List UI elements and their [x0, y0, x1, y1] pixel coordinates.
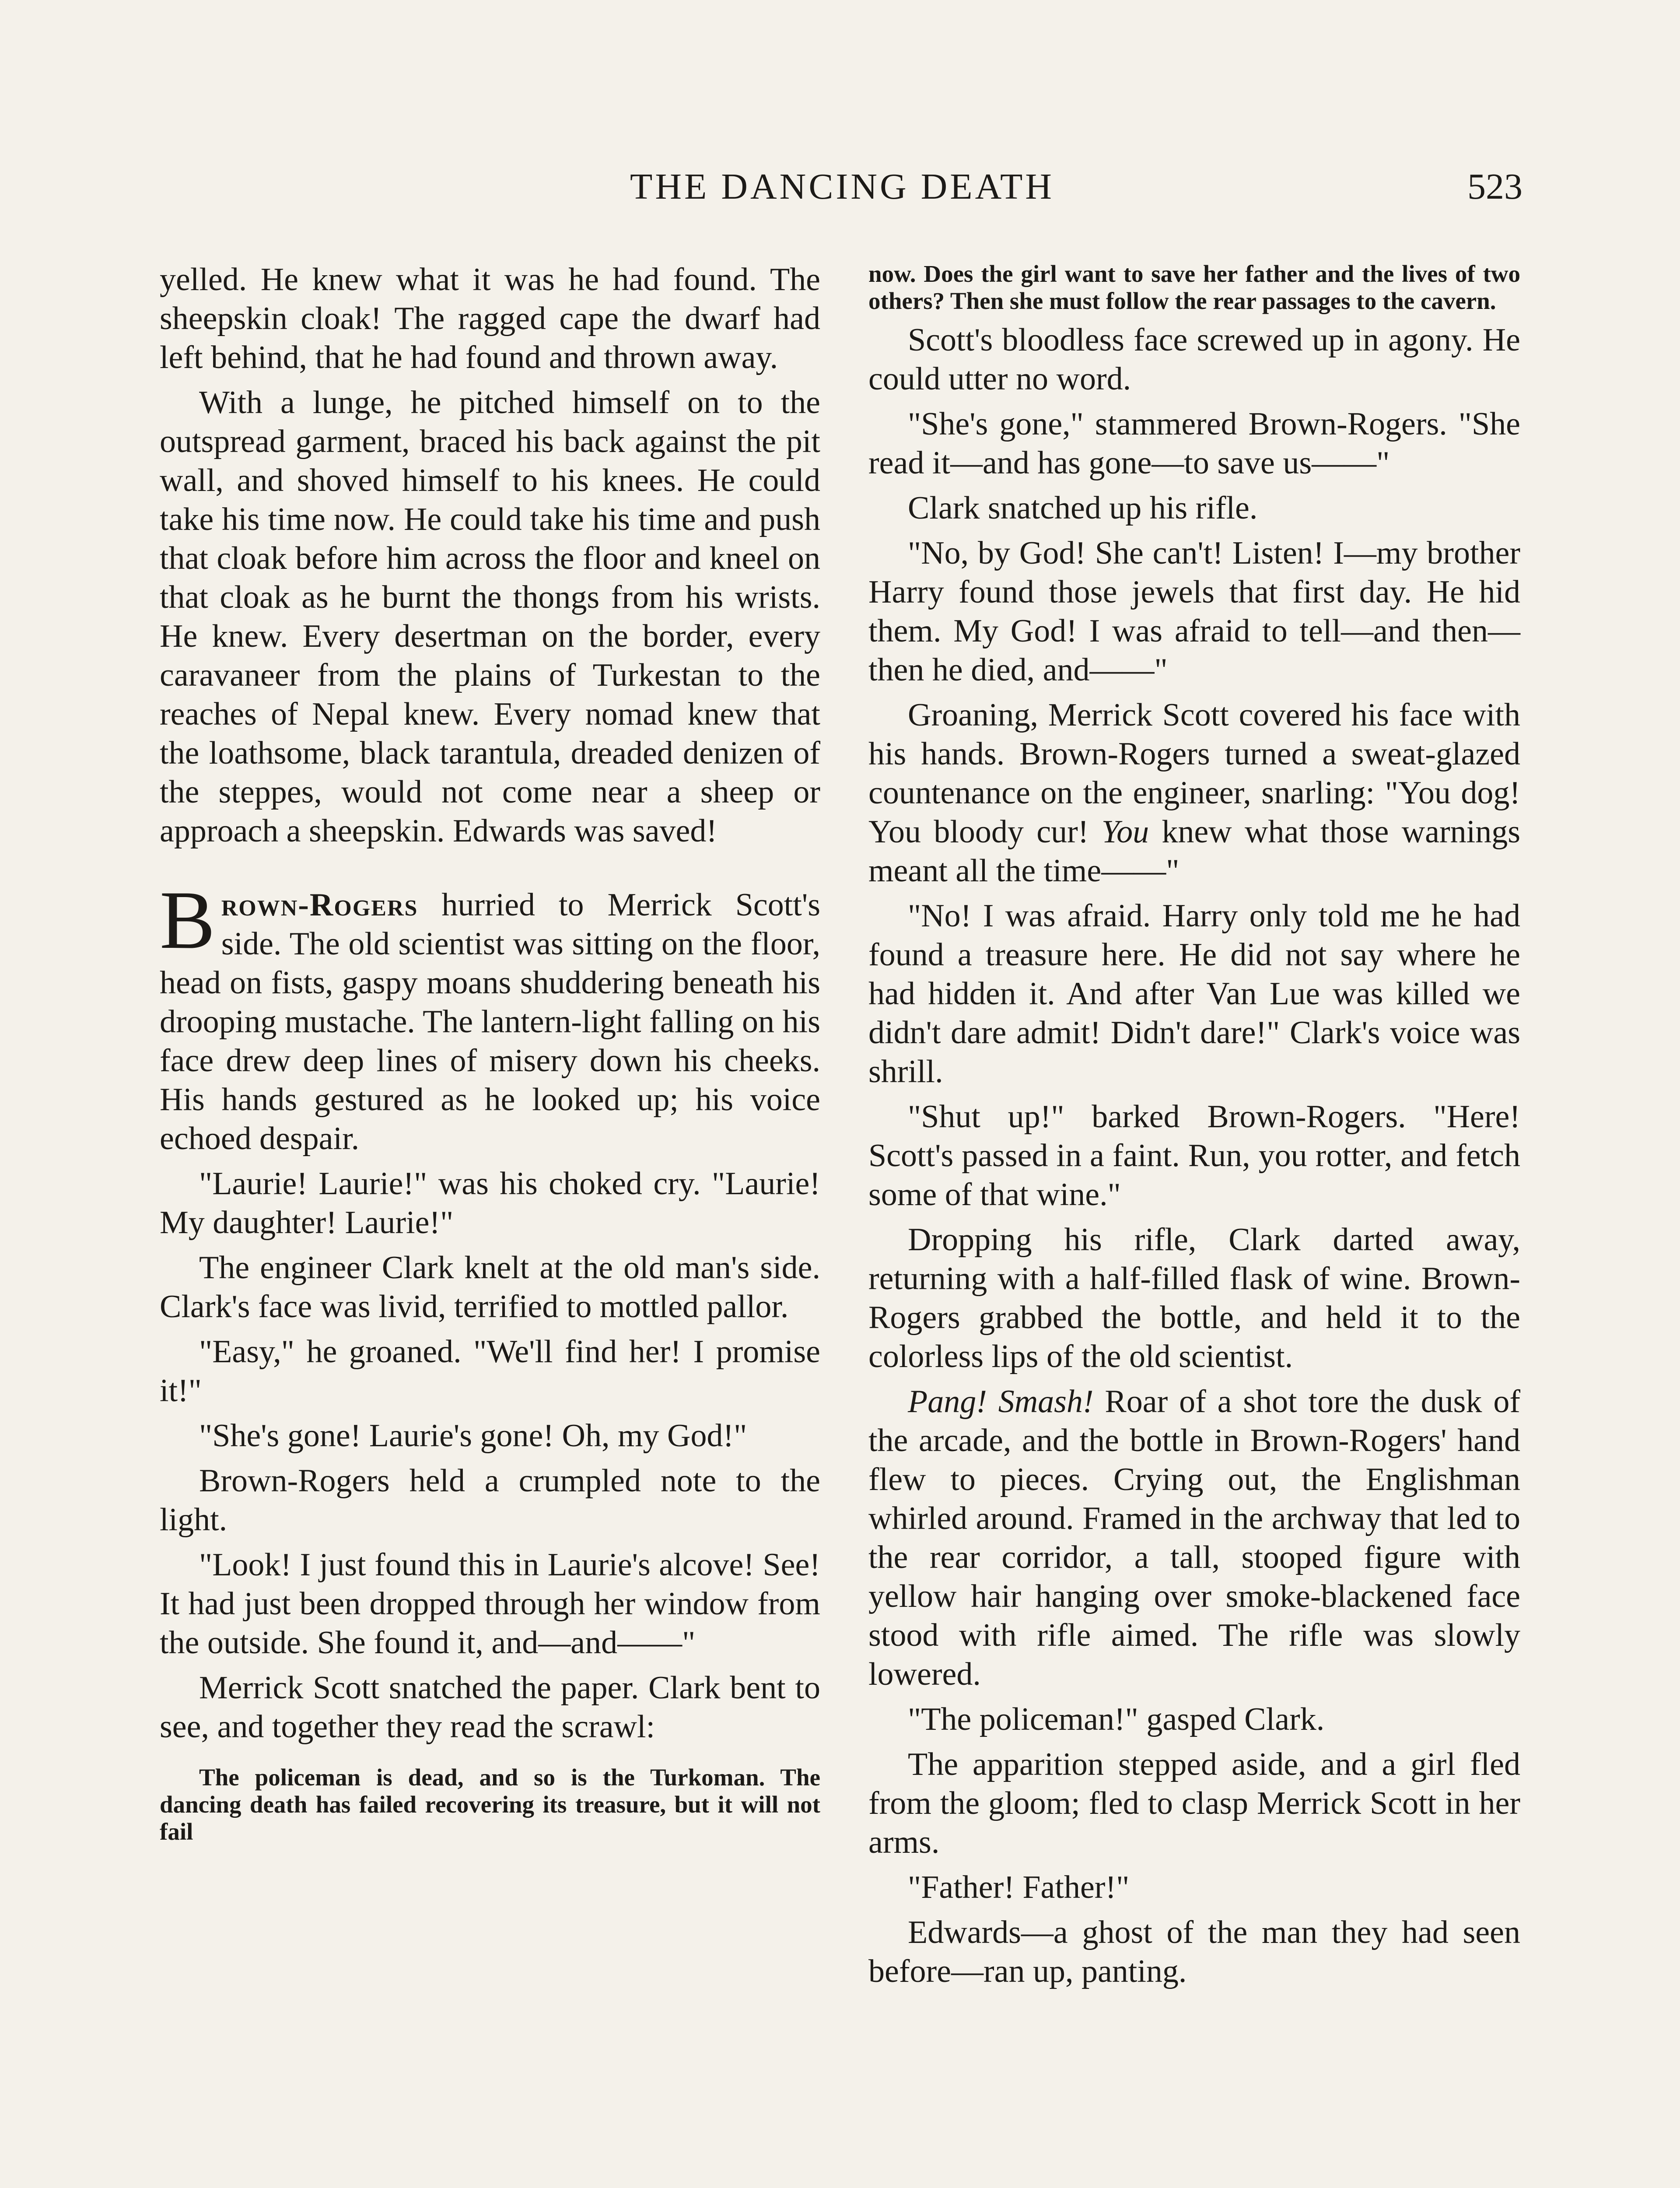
paragraph: Dropping his rifle, Clark darted away, returning with a half-filled flask of wine. Brown-Rogers grabbed the bottle, and held it to the colorless lips of the old scientist.: [868, 1222, 1520, 1375]
emphasis: You: [1101, 814, 1149, 850]
paragraph: Scott's bloodless face screwed up in agony. He could utter no word.: [868, 322, 1520, 397]
paragraph: Clark snatched up his rifle.: [908, 490, 1258, 526]
paragraph-text: Groaning, Merrick Scott covered his face with his hands. Brown-Rogers turned a sweat-glazed countenance on the engineer, snarling: "You dog! You bloody cur!: [868, 697, 1520, 850]
scrawled-note: The policeman is dead, and so is the Turkoman. The dancing death has failed recovering its treasure, but it will not fail: [160, 1764, 820, 1845]
drop-cap: B: [160, 874, 215, 966]
paragraph: "Shut up!" barked Brown-Rogers. "Here! Scott's passed in a faint. Run, you rotter, and fetch some of that wine.": [868, 1099, 1520, 1213]
paragraph: "The policeman!" gasped Clark.: [908, 1701, 1325, 1737]
paragraph: "Laurie! Laurie!" was his choked cry. "Laurie! My daughter! Laurie!": [160, 1166, 820, 1241]
paragraph-text: knew what those warnings meant all the time——": [868, 814, 1520, 889]
paragraph: Brown-Rogers held a crumpled note to the light.: [160, 1463, 820, 1538]
section-start-paragraph: [160, 874, 820, 1158]
running-title: THE DANCING DEATH: [630, 166, 1054, 207]
emphasis: Pang! Smash!: [908, 1384, 1094, 1420]
small-caps-lead: rown-Rogers: [221, 887, 418, 923]
paragraph: With a lunge, he pitched himself on to the outspread garment, braced his back against the pit wall, and shoved himself to his knees. He could take his time now. He could take his time and push that cloak before him across the floor and kneel on that cloak as he burnt the thongs from his wrists. He knew. Every desertman on the border, every caravaneer from the plains of Turkestan to the reaches of Nepal knew. Every nomad knew that the loathsome, black tarantula, dreaded denizen of the steppes, would not come near a sheep or approach a sheepskin. Edwards was saved!: [160, 385, 820, 849]
page-number: 523: [1467, 166, 1522, 207]
paragraph: Edwards—a ghost of the man they had seen before—ran up, panting.: [868, 1914, 1520, 1989]
paragraph-text: Roar of a shot tore the dusk of the arcade, and the bottle in Brown-Rogers' hand flew to pieces. Crying out, the Englishman whirled around. Framed in the archway that led to the rear corridor, a tall, stooped figure with yellow hair hanging over smoke-blackened face stood with rifle aimed. The rifle was slowly lowered.: [868, 1384, 1520, 1692]
paragraph: [868, 1382, 1520, 1694]
paragraph: "No, by God! She can't! Listen! I—my brother Harry found those jewels that first day. He hid them. My God! I was afraid to tell—and then—then he died, and——": [868, 535, 1520, 688]
paragraph: The engineer Clark knelt at the old man's side. Clark's face was livid, terrified to mottled pallor.: [160, 1250, 820, 1325]
paragraph: "Look! I just found this in Laurie's alcove! See! It had just been dropped through her window from the outside. She found it, and—and——": [160, 1547, 820, 1661]
scrawled-note-continued: now. Does the girl want to save her father and the lives of two others? Then she must follow the rear passages to the cavern.: [868, 260, 1520, 314]
paragraph: "She's gone," stammered Brown-Rogers. "She read it—and has gone—to save us——": [868, 406, 1520, 481]
paragraph: "Father! Father!": [908, 1869, 1130, 1905]
paragraph: Merrick Scott snatched the paper. Clark bent to see, and together they read the scrawl:: [160, 1670, 820, 1745]
paragraph-text: hurried to Merrick Scott's side. The old scientist was sitting on the floor, head on fists, gaspy moans shuddering beneath his drooping mustache. The lantern-light falling on his face drew deep lines of misery down his cheeks. His hands gestured as he looked up; his voice echoed despair.: [160, 887, 820, 1157]
paragraph: [868, 696, 1520, 891]
paragraph: "No! I was afraid. Harry only told me he had found a treasure here. He did not say where he had hidden it. And after Van Lue was killed we didn't dare admit! Didn't dare!" Clark's voice was shrill.: [868, 898, 1520, 1090]
running-header: [162, 165, 1522, 214]
paragraph: "She's gone! Laurie's gone! Oh, my God!": [199, 1418, 747, 1454]
paragraph: yelled. He knew what it was he had found. The sheepskin cloak! The ragged cape the dwarf had left behind, that he had found and thrown away.: [160, 262, 820, 375]
right-column: [868, 260, 1520, 1997]
left-column: [160, 260, 820, 1851]
paragraph: The apparition stepped aside, and a girl fled from the gloom; fled to clasp Merrick Scott in her arms.: [868, 1746, 1520, 1860]
paragraph: "Easy," he groaned. "We'll find her! I promise it!": [160, 1334, 820, 1409]
